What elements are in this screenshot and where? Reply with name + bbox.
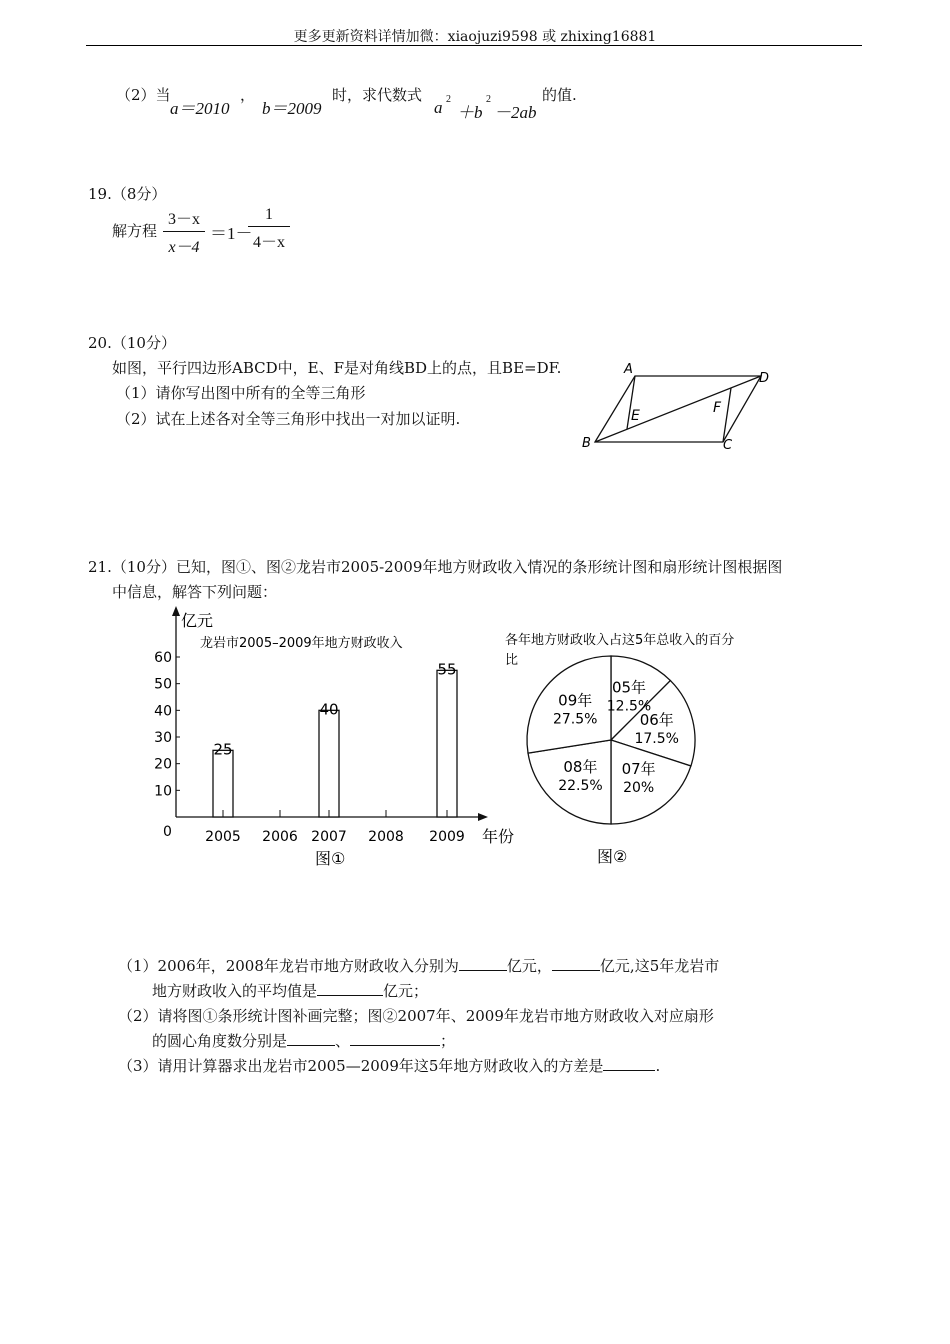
pie-slice-label: 07年: [621, 760, 656, 779]
q18-expr-rest: －2ab: [494, 103, 537, 122]
pie-chart-caption: 图②: [597, 847, 628, 866]
q18-a-value: a＝2010: [170, 99, 230, 118]
q21-part2-line2: [152, 1030, 455, 1051]
diagonal-bd: [595, 376, 761, 442]
q18-exp-a: 2: [446, 94, 451, 105]
q21-part2-text-c: ；: [440, 1032, 456, 1050]
bar-chart-title: 龙岩市2005–2009年地方财政收入: [200, 636, 403, 651]
q18-expr-b: ＋b: [457, 103, 483, 122]
bar-chart: [150, 600, 530, 880]
q21-part1-text-e: 亿元；: [383, 982, 429, 1000]
pie-slice-label: 08年: [563, 757, 598, 776]
x-tick-label: 2008: [368, 829, 404, 845]
y-tick-label: 50: [154, 676, 172, 693]
y-axis-arrow: [172, 606, 180, 616]
y-tick-label: 10: [154, 783, 172, 800]
q21-part1-line2: [152, 980, 428, 1001]
answer-blank-2006[interactable]: [459, 956, 507, 971]
x-tick-label: 2006: [262, 829, 298, 845]
bar: [213, 750, 233, 817]
pie-title-line1: 各年地方财政收入占这5年总收入的百分: [505, 633, 735, 648]
pie-slice-percent: 27.5%: [552, 711, 598, 728]
pie-title-line2: 比: [505, 653, 519, 668]
q18-mid: 时，求代数式: [332, 86, 423, 104]
y-axis-label: 亿元: [181, 611, 214, 630]
fraction-bar: [163, 231, 205, 232]
pie-slice-label: 06年: [639, 711, 674, 730]
fraction-bar: [248, 226, 290, 227]
bar-data-label: 55: [437, 660, 457, 679]
q18-expr-a: a: [434, 98, 443, 117]
bar: [319, 710, 339, 817]
q21-part1-text-a: （1）2006年，2008年龙岩市地方财政收入分别为: [118, 957, 459, 975]
parallelogram-figure: [575, 358, 785, 456]
x-axis-arrow: [478, 813, 488, 821]
pie-slice-label: 09年: [558, 691, 593, 710]
q18-prefix: （2）当: [116, 86, 171, 104]
answer-blank-2008[interactable]: [552, 956, 600, 971]
q20-stem: 如图，平行四边形ABCD中，E、F是对角线BD上的点，且BE=DF.: [112, 359, 562, 377]
q18-exp-b: 2: [486, 94, 491, 105]
answer-blank-average[interactable]: [317, 981, 383, 996]
pie-slice-percent: 22.5%: [558, 777, 603, 794]
q19-lhs-fraction: [163, 206, 205, 257]
x-tick-label: 2007: [311, 829, 347, 845]
answer-blank-angle-2009[interactable]: [350, 1031, 440, 1046]
bar-data-label: 25: [213, 740, 233, 759]
label-e: E: [631, 408, 640, 424]
y-tick-label: 20: [154, 756, 172, 773]
x-tick-label: 2005: [205, 829, 241, 845]
q19-equals: ＝1－: [210, 224, 253, 243]
pie-slice-percent: 12.5%: [606, 698, 652, 715]
pie-slice-label: 05年: [611, 678, 647, 697]
q18-b-value: b＝2009: [262, 99, 322, 118]
header-divider: [86, 45, 862, 46]
bar: [437, 670, 457, 817]
x-tick-label: 2009: [429, 829, 465, 845]
bars: [213, 660, 457, 817]
q20-part1: （1）请你写出图中所有的全等三角形: [116, 384, 366, 402]
answer-blank-angle-2007[interactable]: [287, 1031, 335, 1046]
y-tick-label: 40: [154, 703, 172, 720]
bar-chart-caption: 图①: [315, 849, 346, 868]
label-c: C: [723, 438, 733, 453]
q20-title: 20.（10分）: [88, 334, 176, 352]
q21-part1-line1: [118, 955, 719, 976]
page-header: 更多更新资料详情加微：xiaojuzi9598 或 zhixing16881: [293, 29, 657, 45]
y-tick-label: 30: [154, 730, 172, 746]
q21-stem-line2: 中信息，解答下列问题：: [112, 583, 278, 601]
q21-part2-line1: （2）请将图①条形统计图补画完整；图②2007年、2009年龙岩市地方财政收入对应扇形: [118, 1007, 714, 1025]
q21-part3-text-a: （3）请用计算器求出龙岩市2005—2009年这5年地方财政收入的方差是: [118, 1057, 604, 1075]
q18-suffix: 的值.: [542, 86, 577, 104]
q19-lhs-numerator: 3－x: [167, 211, 200, 228]
q19-label: 解方程: [112, 222, 158, 240]
q19-rhs-numerator: 1: [265, 206, 273, 223]
origin-label: 0: [163, 824, 172, 840]
q21-part2-text-a: 的圆心角度数分别是: [152, 1032, 288, 1050]
pie-slice-percent: 17.5%: [634, 731, 679, 748]
pie-chart: [500, 620, 780, 875]
q21-part3-text-b: .: [655, 1057, 661, 1075]
q19-lhs-denominator: x－4: [168, 239, 200, 256]
q19-rhs-fraction: [248, 206, 290, 252]
q21-part1-text-c: 亿元,这5年龙岩市: [599, 957, 720, 975]
q21-part3: [118, 1055, 660, 1076]
pie-slice-percent: 20%: [623, 780, 655, 797]
q20-part2: （2）试在上述各对全等三角形中找出一对加以证明.: [116, 410, 461, 428]
label-d: D: [759, 371, 770, 386]
label-a: A: [624, 362, 633, 377]
q19-rhs-denominator: 4－x: [252, 234, 285, 251]
q21-part2-text-b: 、: [335, 1032, 351, 1050]
label-b: B: [582, 436, 591, 451]
q21-part1-text-d: 地方财政收入的平均值是: [152, 982, 318, 1000]
y-tick-label: 60: [154, 650, 172, 666]
x-axis-label: 年份: [482, 827, 515, 846]
bar-data-label: 40: [319, 700, 339, 719]
q21-stem-line1: 21.（10分）已知，图①、图②龙岩市2005-2009年地方财政收入情况的条形统计图和扇形统计图根据图: [88, 558, 783, 576]
label-f: F: [713, 400, 722, 416]
q19-title: 19.（8分）: [88, 185, 167, 203]
answer-blank-variance[interactable]: [603, 1056, 655, 1071]
q21-part1-text-b: 亿元，: [506, 957, 552, 975]
q18-comma: ，: [240, 86, 256, 104]
